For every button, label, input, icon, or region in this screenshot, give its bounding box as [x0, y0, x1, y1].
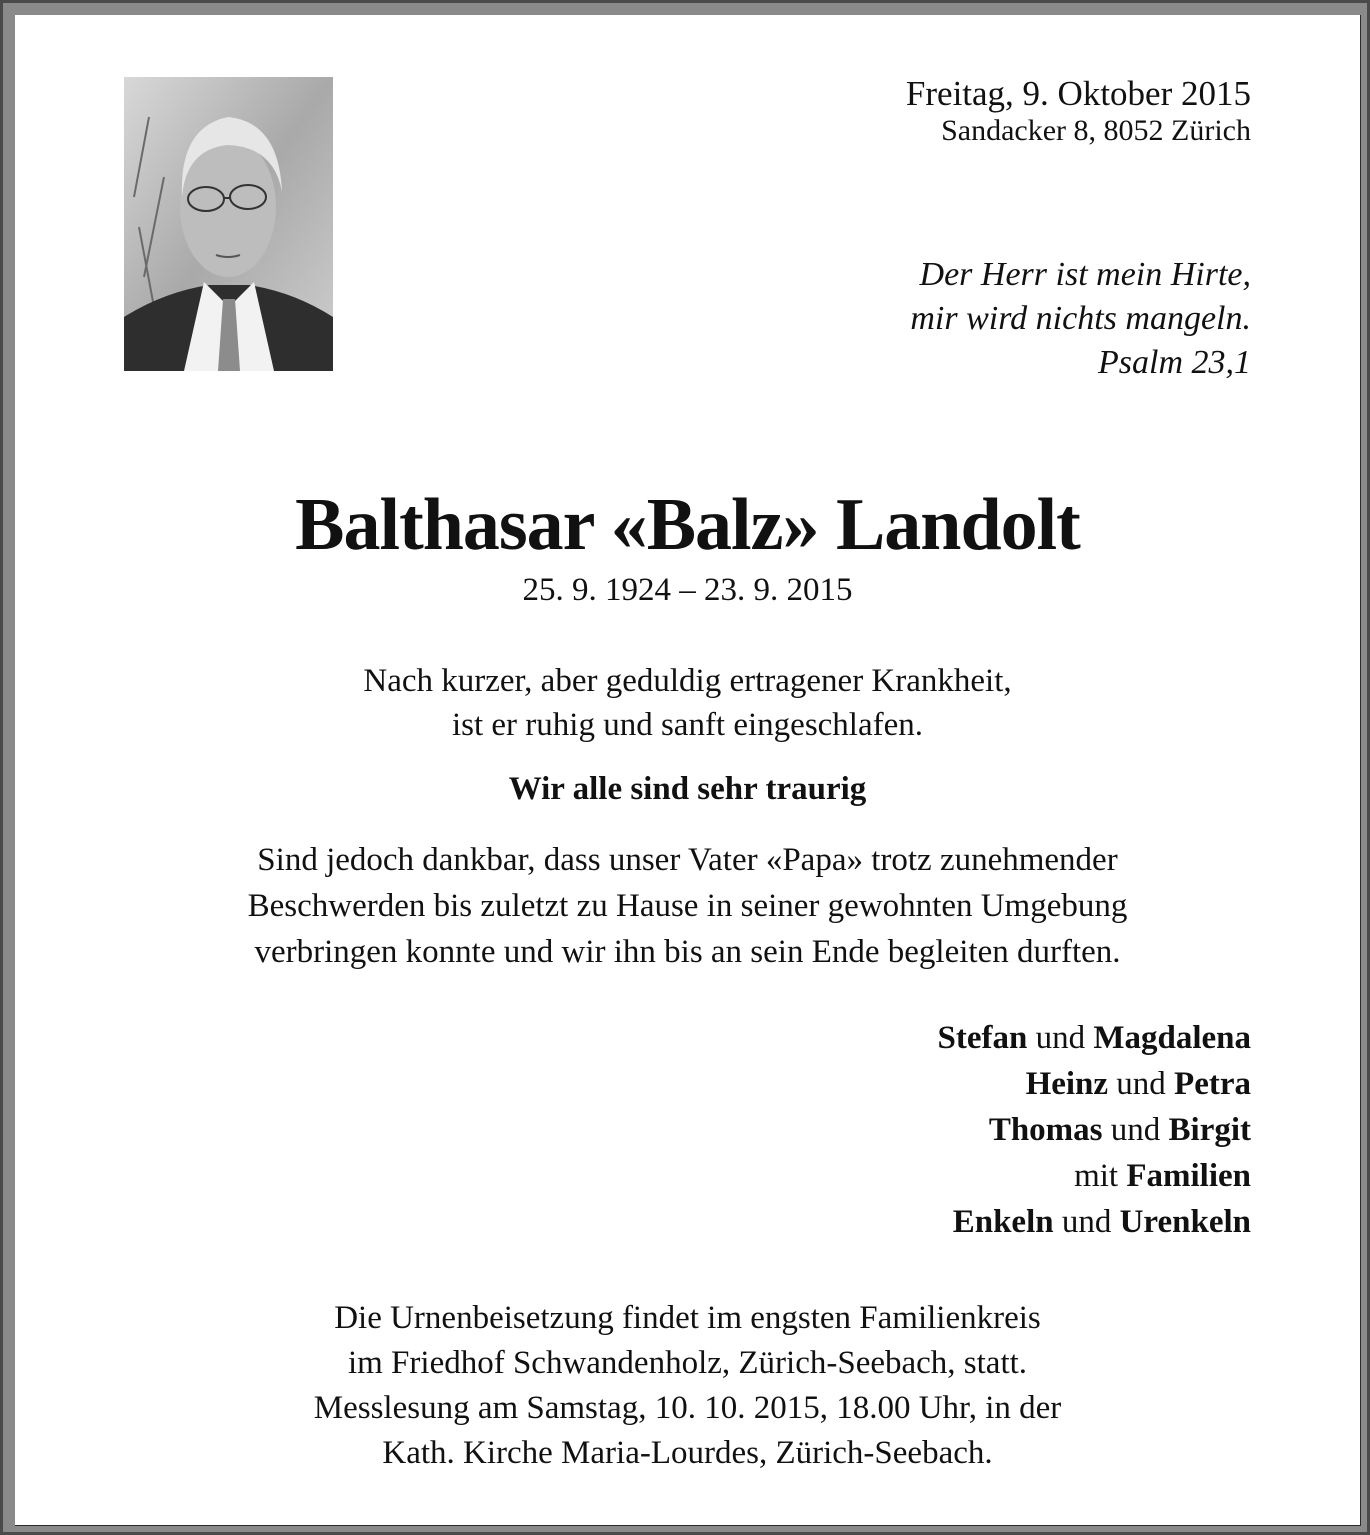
mourner-name: Enkeln: [952, 1204, 1054, 1240]
thanks-text: [15, 837, 1360, 975]
thanks-line: Beschwerden bis zuletzt zu Hause in seiner gewohnten Umgebung: [247, 888, 1128, 924]
with-prefix: mit: [1074, 1158, 1119, 1194]
mourner-row: [937, 1153, 1251, 1199]
burial-info: [15, 1296, 1360, 1476]
address: Sandacker 8, 8052 Zürich: [941, 114, 1251, 147]
mourner-name: Thomas: [988, 1112, 1103, 1148]
mourner-name: Magdalena: [1093, 1020, 1251, 1056]
portrait-image: [124, 77, 333, 371]
mourners-list: [937, 1015, 1251, 1245]
mourner-name: Heinz: [1025, 1066, 1109, 1102]
intro-text: [15, 659, 1360, 747]
burial-line: Messlesung am Samstag, 10. 10. 2015, 18.00 Uhr, in der: [313, 1390, 1062, 1426]
psalm-reference: Psalm 23,1: [1098, 344, 1251, 381]
mourner-row: [937, 1015, 1251, 1061]
intro-line: ist er ruhig und sanft eingeschlafen.: [451, 707, 924, 743]
sad-heading: Wir alle sind sehr traurig: [508, 771, 867, 807]
connector: und: [1061, 1204, 1112, 1240]
publication-date: Freitag, 9. Oktober 2015: [905, 74, 1251, 113]
life-dates: 25. 9. 1924 – 23. 9. 2015: [522, 572, 853, 608]
mourner-name: Birgit: [1168, 1112, 1251, 1148]
psalm-quote: [910, 253, 1251, 385]
burial-line: Die Urnenbeisetzung findet im engsten Familienkreis: [334, 1300, 1041, 1336]
thanks-line: verbringen konnte und wir ihn bis an sein Ende begleiten durften.: [254, 934, 1121, 970]
connector: und: [1035, 1020, 1086, 1056]
psalm-line: Der Herr ist mein Hirte,: [919, 256, 1251, 293]
mourner-row: [937, 1061, 1251, 1107]
burial-line: Kath. Kirche Maria-Lourdes, Zürich-Seebach.: [382, 1435, 993, 1471]
obituary-page: [15, 15, 1361, 1526]
mourner-row: [937, 1107, 1251, 1153]
connector: und: [1116, 1066, 1166, 1102]
header-block: [906, 75, 1251, 149]
portrait-photo: [124, 77, 333, 371]
mourner-name: Petra: [1174, 1066, 1251, 1102]
connector: und: [1110, 1112, 1161, 1148]
mourner-name: Stefan: [937, 1020, 1028, 1056]
mourner-name: Familien: [1126, 1158, 1251, 1194]
mourner-name: Urenkeln: [1119, 1204, 1251, 1240]
intro-line: Nach kurzer, aber geduldig ertragener Krankheit,: [363, 663, 1012, 699]
deceased-name: Balthasar «Balz» Landolt: [295, 484, 1080, 566]
thanks-line: Sind jedoch dankbar, dass unser Vater «Papa» trotz zunehmender: [257, 842, 1118, 878]
psalm-line: mir wird nichts mangeln.: [910, 300, 1251, 337]
mourner-row: [937, 1199, 1251, 1245]
burial-line: im Friedhof Schwandenholz, Zürich-Seebach, statt.: [347, 1345, 1028, 1381]
